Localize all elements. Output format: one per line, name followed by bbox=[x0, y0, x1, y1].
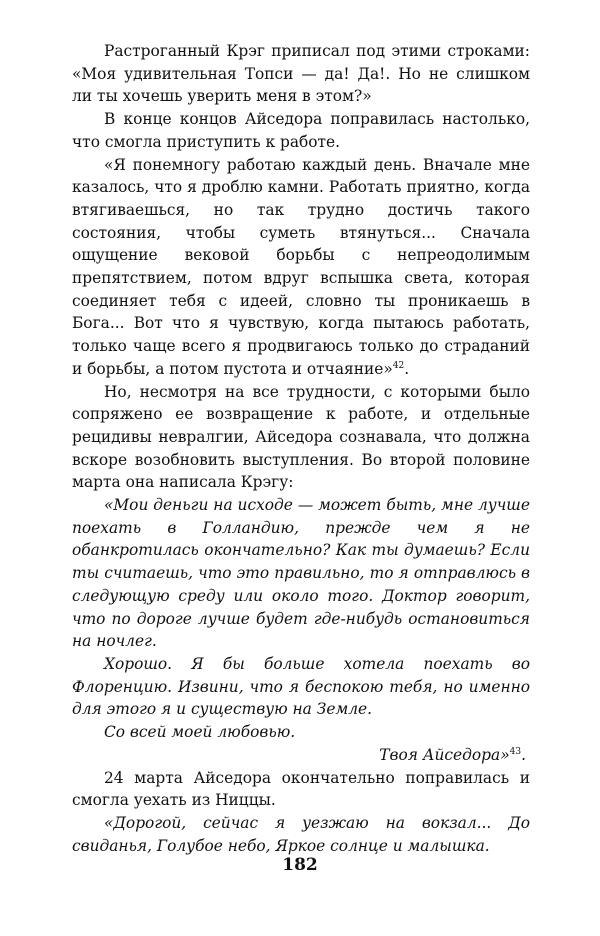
quoted-paragraph: «Я понемногу работаю каждый день. Вначале мне казалось, что я дроблю камни. Работать приятно, когда втягиваешься, но так трудно достичь такого состояния, чтобы суметь втянуться... Сначала ощущение вековой борьбы с непреодолимым препятствием, потом вдруг вспышка света, которая соединяет тебя с идеей, словно ты проникаешь в Бога... Вот что я чувствую, когда пытаюсь работать, только чаще всего я продвигаюсь только до страданий и борьбы, а потом пустота и отчаяние»$^{42}$. bbox=[72, 155, 530, 378]
paragraph: В конце концов Айседора поправилась настолько, что смогла приступить к работе. bbox=[72, 110, 530, 151]
quote-text: «Я понемногу работаю каждый день. Вначале мне казалось, что я дроблю камни. Работать приятно, когда втягиваешься, но так трудно достичь такого состояния, чтобы суметь втянуться... Сначала ощущение вековой борьбы с непреодолимым препятствием, потом вдруг вспышка света, которая соединяет тебя с идеей, словно ты проникаешь в Бога... Вот что я чувствую, когда пытаюсь работать, только чаще всего я продвигаюсь только до страданий и борьбы, а потом пустота и отчаяние» bbox=[72, 155, 530, 378]
letter-paragraph: Хорошо. Я бы больше хотела поехать во Флоренцию. Извини, что я беспокою тебя, но именно для этого я и существую на Земле. bbox=[72, 654, 530, 719]
page-text bbox=[72, 40, 530, 857]
paragraph: Но, несмотря на все трудности, с которыми было сопряжено ее возвращение к работе, и отдельные рецидивы невралгии, Айседора сознавала, что должна вскоре возобновить выступления. Во второй половине марта она написала Крэгу: bbox=[72, 382, 530, 492]
footnote-ref: 43 bbox=[509, 746, 522, 757]
footnote-ref: 42 bbox=[392, 360, 405, 371]
paragraph: Растроганный Крэг приписал под этими строками: «Моя удивительная Топси — да! Да!. Но не слишком ли ты хочешь уверить меня в этом?» bbox=[72, 42, 530, 106]
letter-paragraph: «Дорогой, сейчас я уезжаю на вокзал... До свиданья, Голубое небо, Яркое солнце и малышка. bbox=[72, 813, 530, 855]
page-number: 182 bbox=[282, 855, 318, 875]
signature-text: Твоя Айседора» bbox=[379, 745, 510, 764]
letter-closing: Со всей моей любовью. bbox=[104, 723, 296, 742]
paragraph: 24 марта Айседора окончательно поправилась и смогла уехать из Ниццы. bbox=[72, 768, 530, 810]
letter-paragraph: «Мои деньги на исходе — может быть, мне лучше поехать в Голландию, прежде чем я не обанкротилась окончательно? Как ты думаешь? Если ты считаешь, что это правильно, то я отправлюсь в следующую среду или около того. Доктор говорит, что по дороге лучше будет где-нибудь остановиться на ночлег. bbox=[72, 496, 530, 651]
letter-signature: Твоя Айседора»$^{43}$. bbox=[379, 745, 526, 764]
